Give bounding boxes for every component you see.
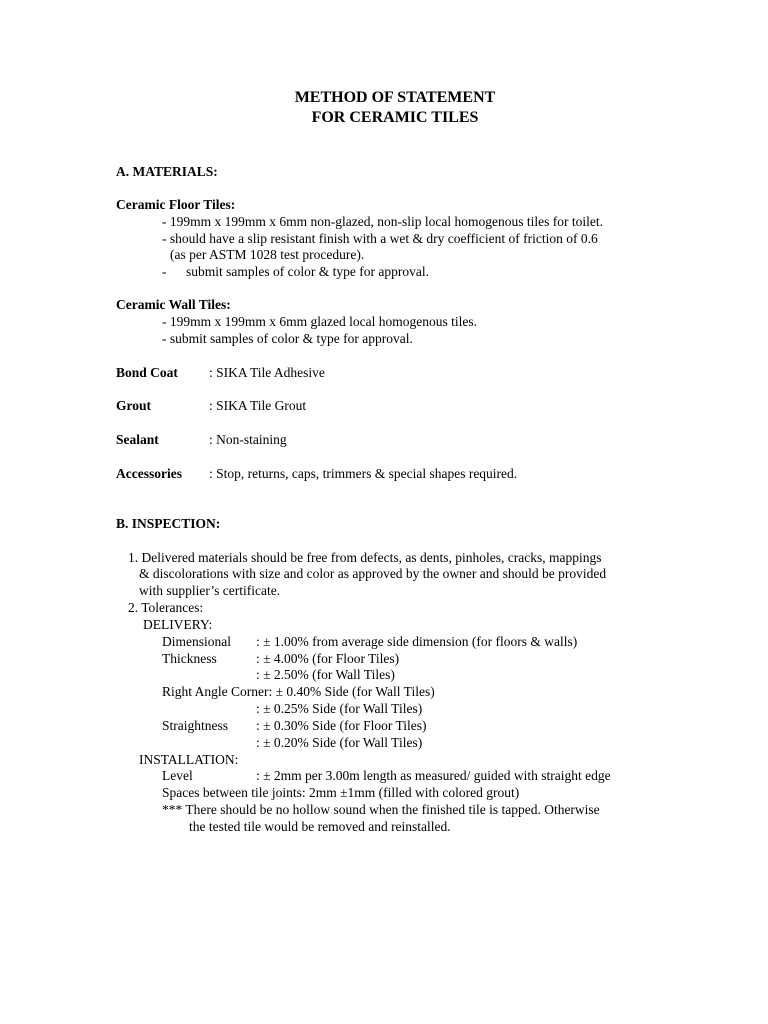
tile-joint-spacing: Spaces between tile joints: 2mm ±1mm (filled with colored grout) (162, 785, 520, 800)
installation-heading: INSTALLATION: (139, 752, 239, 767)
tolerance-value: : ± 0.25% Side (for Wall Tiles) (256, 701, 423, 716)
tolerance-value: : ± 2.50% (for Wall Tiles) (256, 667, 395, 682)
tolerance-value: : ± 4.00% (for Floor Tiles) (256, 651, 400, 666)
tolerance-label: Right Angle Corner: ± 0.40% Side (for Wall Tiles) (162, 684, 435, 699)
spec-value-accessories: : Stop, returns, caps, trimmers & special shapes required. (209, 466, 518, 481)
tolerance-label: Dimensional (162, 634, 231, 649)
floor-tiles-heading: Ceramic Floor Tiles: (116, 197, 236, 212)
installation-note: the tested tile would be removed and reinstalled. (189, 819, 451, 834)
inspection-item-1: & discolorations with size and color as approved by the owner and should be provided (139, 566, 607, 581)
tolerance-label: Thickness (162, 651, 217, 666)
tolerance-label: Straightness (162, 718, 228, 733)
wall-tiles-heading: Ceramic Wall Tiles: (116, 297, 231, 312)
wall-tiles-line: - 199mm x 199mm x 6mm glazed local homogenous tiles. (162, 314, 477, 329)
inspection-item-2: 2. Tolerances: (128, 600, 204, 615)
floor-tiles-line: - 199mm x 199mm x 6mm non-glazed, non-slip local homogenous tiles for toilet. (162, 214, 603, 229)
document-title-line2: FOR CERAMIC TILES (311, 109, 479, 126)
spec-label-accessories: Accessories (116, 466, 182, 481)
floor-tiles-line: - should have a slip resistant finish with a wet & dry coefficient of friction of 0.6 (162, 231, 598, 246)
floor-tiles-bullet: - (162, 264, 167, 279)
floor-tiles-line: submit samples of color & type for approval. (186, 264, 429, 279)
level-value: : ± 2mm per 3.00m length as measured/ guided with straight edge (256, 768, 611, 783)
section-a-heading: A. MATERIALS: (116, 164, 218, 179)
delivery-heading: DELIVERY: (143, 617, 213, 632)
floor-tiles-line: (as per ASTM 1028 test procedure). (170, 247, 365, 262)
section-b-heading: B. INSPECTION: (116, 516, 221, 531)
wall-tiles-line: - submit samples of color & type for approval. (162, 331, 413, 346)
tolerance-value: : ± 0.30% Side (for Floor Tiles) (256, 718, 427, 733)
spec-label-bond-coat: Bond Coat (116, 365, 178, 380)
document-title-line1: METHOD OF STATEMENT (294, 89, 496, 106)
spec-value-bond-coat: : SIKA Tile Adhesive (209, 365, 325, 380)
inspection-item-1: 1. Delivered materials should be free from defects, as dents, pinholes, cracks, mappings (128, 550, 602, 565)
spec-label-sealant: Sealant (116, 432, 159, 447)
installation-note: *** There should be no hollow sound when the finished tile is tapped. Otherwise (162, 802, 600, 817)
level-label: Level (162, 768, 193, 783)
inspection-item-1: with supplier’s certificate. (139, 583, 281, 598)
spec-value-grout: : SIKA Tile Grout (209, 398, 307, 413)
spec-value-sealant: : Non-staining (209, 432, 287, 447)
tolerance-value: : ± 1.00% from average side dimension (for floors & walls) (256, 634, 578, 649)
tolerance-value: : ± 0.20% Side (for Wall Tiles) (256, 735, 423, 750)
spec-label-grout: Grout (116, 398, 152, 413)
